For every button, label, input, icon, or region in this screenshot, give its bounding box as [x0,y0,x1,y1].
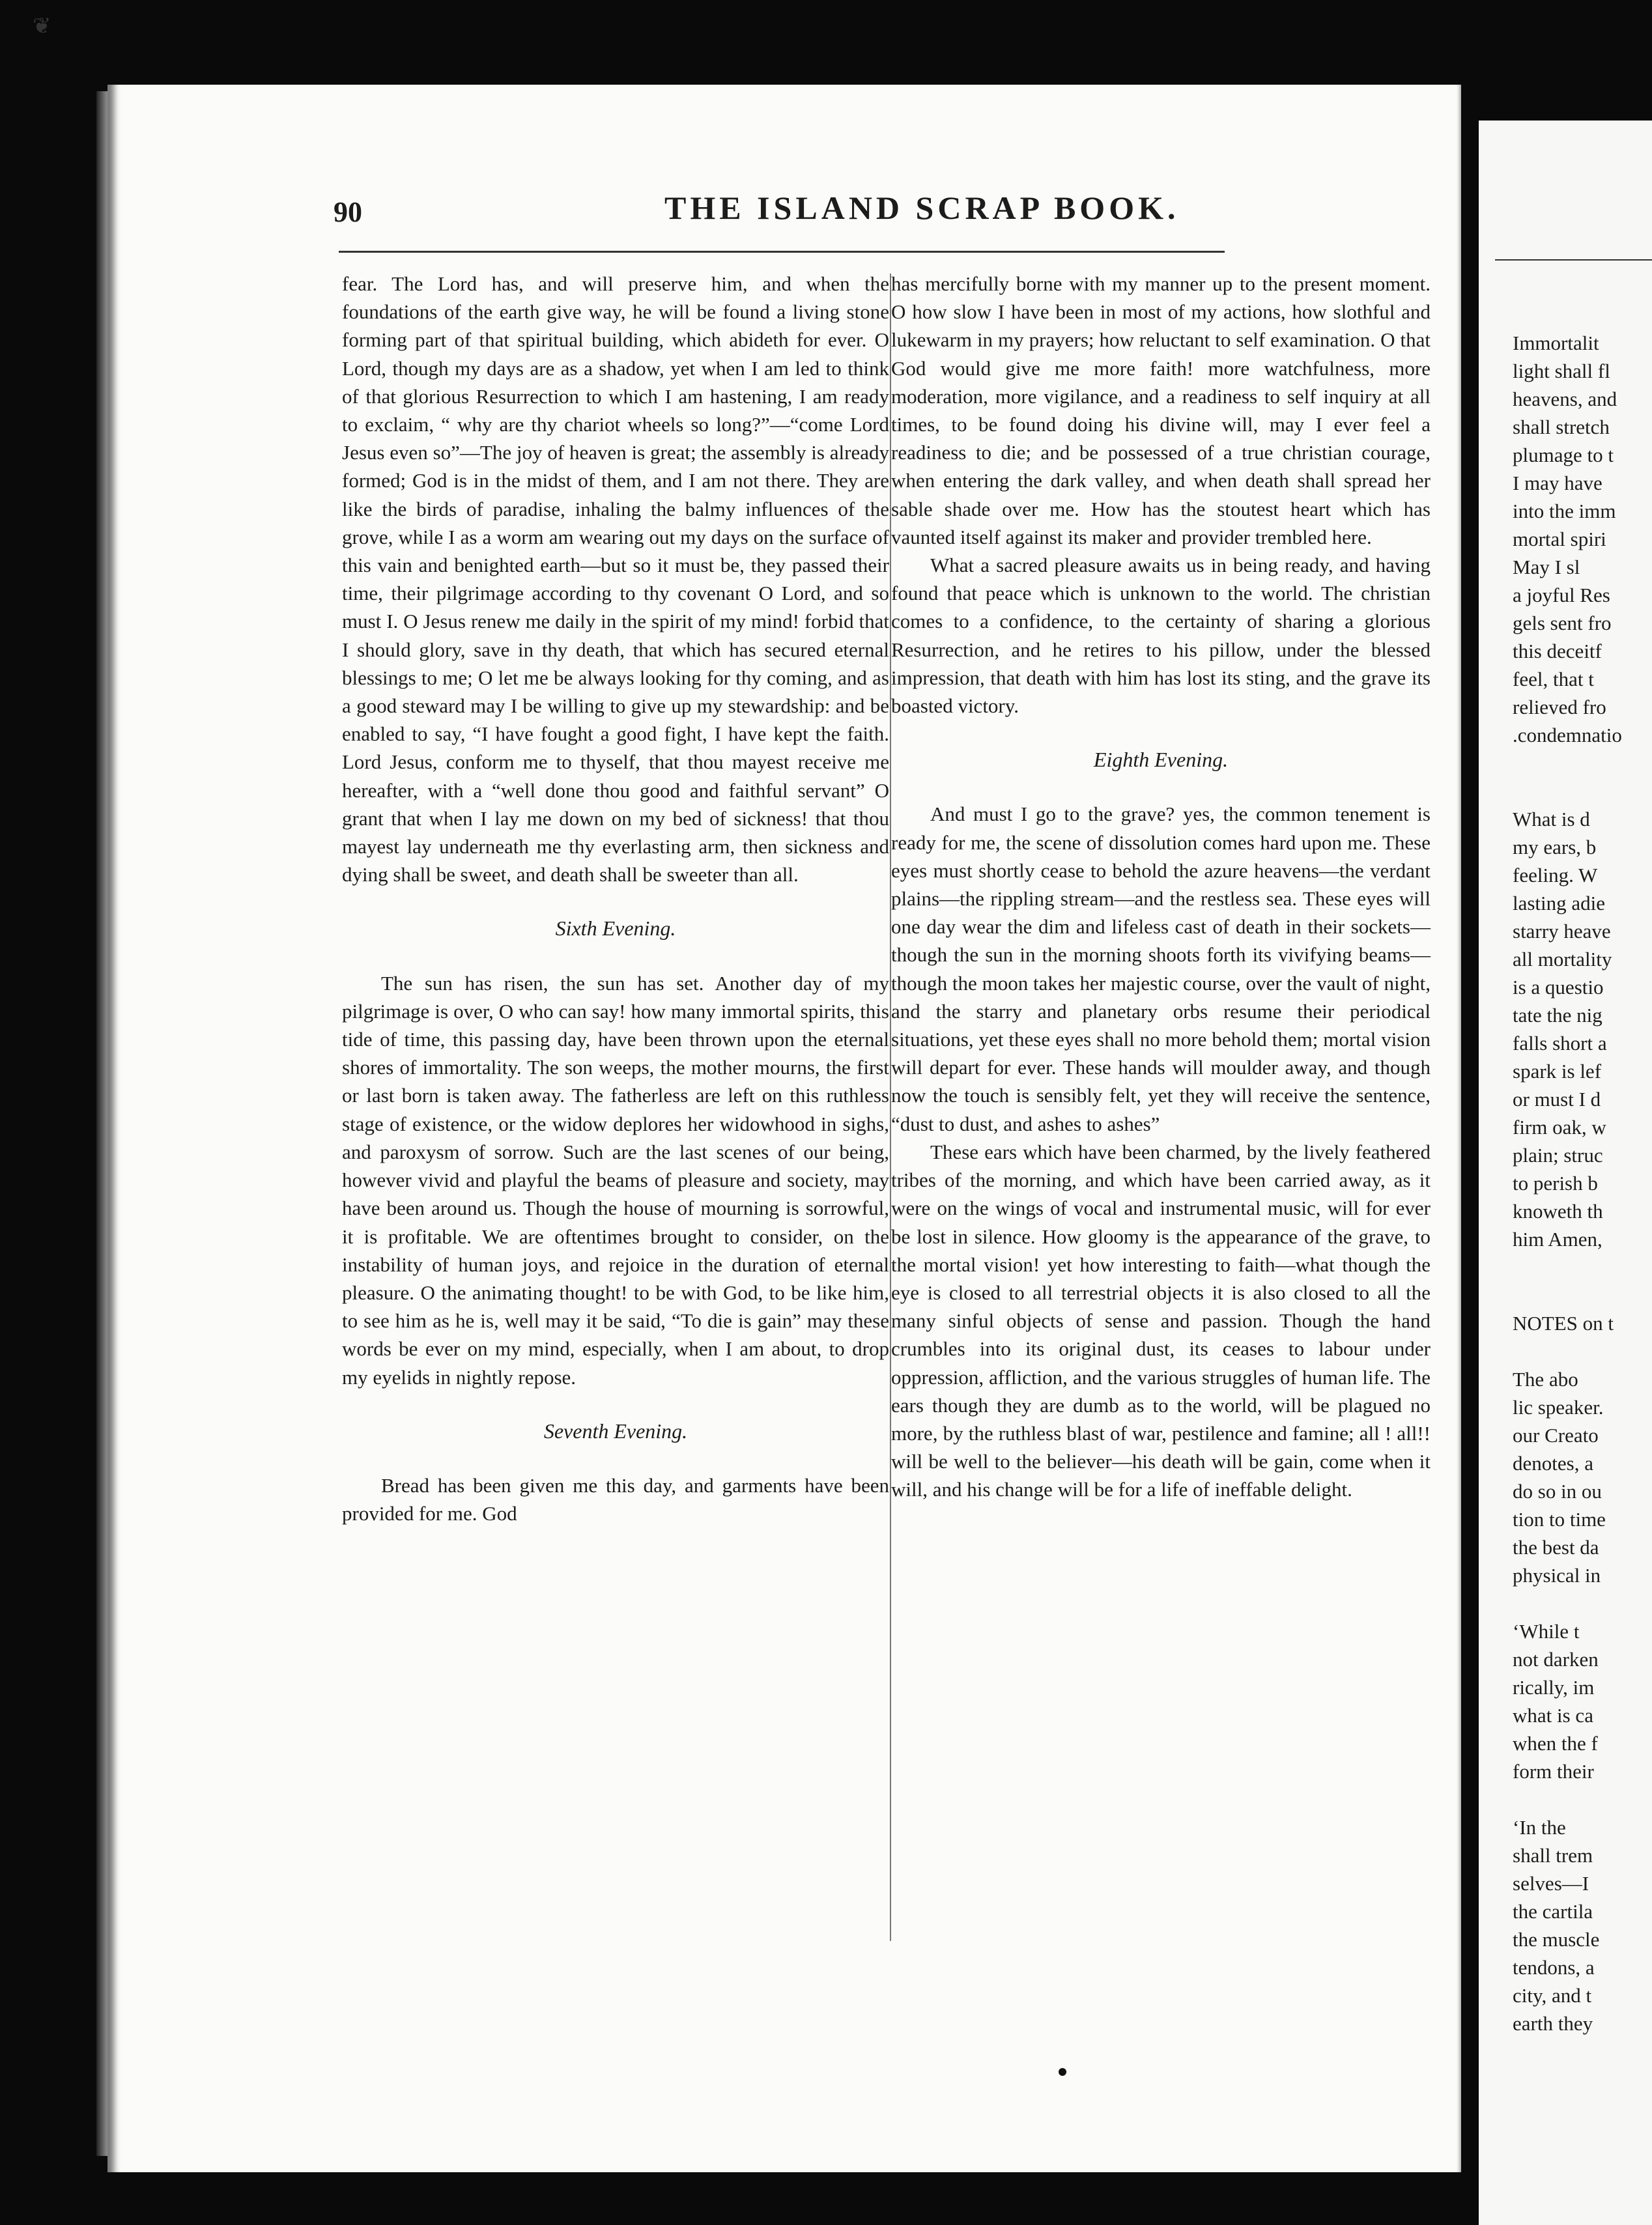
facing-page-line: heavens, and [1513,388,1617,410]
scan-border-left [0,0,107,2225]
facing-page-line: rically, im [1513,1676,1595,1699]
paragraph: These ears which have been charmed, by the lively feathered tribes of the morning, and which have been carried away, as it were on the wings of vocal and instrumental music, will for ever be lost in silence. How gloomy is the appearance of the grave, to the mortal vision! yet how interesting to faith—what though the eye is closed to all terrestrial objects it is also closed to all the many sinful objects of sense and passion. Though the hand crumbles into its original dust, its ceases to labour under oppression, affliction, and the various struggles of human life. The ears though they are dumb as to the world, will be plagued no more, by the ruthless blast of war, pestilence and famine; all ! all!! will be well to the believer—his death will be gain, come when it will, and his change will be for a life of ineffable delight. [891,1140,1431,1501]
facing-page-line: Immortalit [1513,332,1599,354]
facing-page-line: what is ca [1513,1704,1593,1727]
facing-page-line: relieved fro [1513,696,1606,718]
right-column [891,270,1431,1504]
facing-page-line: The abo [1513,1368,1578,1391]
facing-page-line: knoweth th [1513,1200,1603,1223]
facing-page-line: into the imm [1513,500,1616,522]
facing-page-line [1513,1589,1622,1617]
facing-page-line [1513,1281,1622,1309]
facing-page-line: gels sent fro [1513,612,1612,634]
facing-page-line: plain; struc [1513,1144,1603,1167]
facing-page-line: lasting adie [1513,892,1606,914]
facing-page-line: spark is lef [1513,1060,1602,1083]
facing-page-line: ‘In the [1513,1816,1566,1839]
facing-page-line: form their [1513,1760,1594,1783]
facing-page-line: shall trem [1513,1844,1593,1867]
facing-page-line: I may have [1513,472,1602,494]
running-title: THE ISLAND SCRAP BOOK. [664,190,1180,226]
paragraph: The sun has risen, the sun has set. Another day of my pilgrimage is over, O who can say! how many immortal spirits, this tide of time, this passing day, have been thrown upon the eternal shores of immortality. The son weeps, the mother mourns, the first or last born is taken away. The fatherless are left on this ruthless stage of existence, or the widow deplores her widowhood in sighs, and paroxysm of sorrow. Such are the last scenes of our being, however vivid and playful the beams of pleasure and society, may have been around us. Though the house of mourning is sorrowful, it is profitable. We are oftentimes brought to consider, on the instability of human joys, and rejoice in the duration of eternal pleasure. O the animating thought! to be with God, to be like him, to see him as he is, well may it be said, “To die is gain” may these words be ever on my mind, especially, when I am about, to drop my eyelids in nightly repose. [342,971,889,1389]
left-column [342,270,889,1527]
facing-page-line: lic speaker. [1513,1396,1604,1419]
facing-page-line: plumage to t [1513,444,1614,466]
facing-page-line [1513,777,1622,805]
facing-page-line: city, and t [1513,1984,1592,2007]
scan-mark: ❦ [33,14,51,38]
facing-page-line: the best da [1513,1536,1599,1559]
header-rule [339,251,1225,253]
paragraph: fear. The Lord has, and will preserve him, and when the foundations of the earth give way, he will be found a living stone forming part of that spiritual building, which abideth for ever. O Lord, though my days are as a shadow, yet when I am led to think of that glorious Resurrection to which I am hastening, I am ready to exclaim, “ why are thy chariot wheels so long?”—“come Lord Jesus even so”—The joy of heaven is great; the assembly is already formed; God is in the midst of them, and I am not there. They are like the birds of paradise, inhaling the balmy influences of the grove, while I as a worm am wearing out my days on the surface of this vain and benighted earth—but so it must be, they passed their time, their pilgrimage according to thy covenant O Lord, and so must I. O Jesus renew me daily in the spirit of my mind! forbid that I should glory, save in thy death, that which has secured eternal blessings to me; O let me be always looking for thy coming, and as a good steward may I be willing to give up my stewardship: and be enabled to say, “I have fought a good fight, I have kept the faith. Lord Jesus, conform me to thyself, that thou mayest receive me hereafter, with a “well done thou good and faithful servant” O grant that when I lay me down on my bed of sickness! that thou mayest lay underneath me thy everlasting arm, then sickness and dying shall be sweet, and death shall be sweeter than all. [342,272,889,886]
facing-page-line: do so in ou [1513,1480,1602,1503]
facing-page-line [1513,1253,1622,1281]
facing-page-line: a joyful Res [1513,584,1610,606]
scan-gutter [1461,85,1479,2225]
facing-page-line: denotes, a [1513,1452,1593,1475]
facing-page-line: mortal spiri [1513,528,1606,550]
scan-border-top [0,0,1652,85]
facing-page-line: ‘While t [1513,1620,1580,1643]
facing-page-line: when the f [1513,1732,1598,1755]
facing-page-line [1513,1785,1622,1813]
facing-page-line: NOTES on t [1513,1312,1614,1335]
facing-page-line: .condemnatio [1513,724,1622,746]
facing-page-line: shall stretch [1513,416,1610,438]
facing-page-line: tendons, a [1513,1956,1595,1979]
facing-page-line: not darken [1513,1648,1599,1671]
facing-page-line: feel, that t [1513,668,1594,690]
facing-page-line: to perish b [1513,1172,1598,1195]
facing-page-text [1513,329,1622,2037]
facing-page-line: selves—I [1513,1872,1589,1895]
section-heading-seventh-evening: Seventh Evening. [543,1419,688,1443]
facing-page-line [1513,749,1622,777]
facing-page-line: earth they [1513,2012,1593,2035]
section-heading-sixth-evening: Sixth Evening. [555,916,676,941]
scan-border-top-right [1479,85,1652,120]
paragraph: has mercifully borne with my manner up to the present moment. O how slow I have been in most of my actions, how slothful and lukewarm in my prayers; how reluctant to self examination. O that God would give me more faith! more watchfulness, more moderation, more vigilance, and a readiness to self inquiry at all times, to be found doing his divine will, may I ever feel a readiness to die; and be possessed of a true christian courage, when entering the dark valley, and when death shall spread her sable shade over me. How has the stoutest heart which has vaunted itself against its maker and provider trembled here. [891,272,1431,548]
facing-page-line: him Amen, [1513,1228,1602,1251]
facing-page-rule [1495,259,1652,261]
paragraph: Bread has been given me this day, and garments have been provided for me. God [342,1473,889,1525]
facing-page-line: all mortality [1513,948,1612,971]
facing-page-line: falls short a [1513,1032,1607,1055]
facing-page-line: May I sl [1513,556,1580,578]
scan-speck [1059,2068,1066,2076]
facing-page-line: my ears, b [1513,836,1597,858]
facing-page-line: What is d [1513,808,1590,830]
paragraph: What a sacred pleasure awaits us in being ready, and having found that peace which is unknown to the world. The christian comes to a confidence, to the certainty of sharing a glorious Resurrection, and he retires to his pillow, under the blessed impression, that death with him has lost its sting, and the grave its boasted victory. [891,554,1431,718]
facing-page-line: starry heave [1513,920,1611,942]
facing-page-line: the muscle [1513,1928,1600,1951]
scan-border-bottom [0,2172,1479,2225]
page-number: 90 [334,196,362,228]
section-heading-eighth-evening: Eighth Evening. [1093,748,1229,772]
facing-page-line: the cartila [1513,1900,1593,1923]
facing-page-line: our Creato [1513,1424,1599,1447]
facing-page-line: light shall fl [1513,360,1610,382]
facing-page-line: firm oak, w [1513,1116,1606,1139]
facing-page-line: this deceitf [1513,640,1602,662]
facing-page-line: or must I d [1513,1088,1601,1111]
facing-page-line: is a questio [1513,976,1604,999]
paragraph: And must I go to the grave? yes, the common tenement is ready for me, the scene of dissolution comes hard upon me. These eyes must shortly cease to behold the azure heavens—the verdant plains—the rippling stream—and the restless sea. These eyes will one day wear the dim and lifeless cast of death in their sockets—though the sun in the morning shoots forth its vivifying beams—though the moon takes her majestic course, over the vault of night, and the starry and planetary orbs resume their periodical situations, yet these eyes shall no more behold them; mortal vision will depart for ever. These hands will moulder away, and though now the touch is sensibly felt, yet they will receive the sentence, “dust to dust, and ashes to ashes” [891,802,1431,1135]
facing-page-line: feeling. W [1513,864,1598,886]
facing-page-line: physical in [1513,1564,1601,1587]
facing-page-line [1513,1337,1622,1365]
facing-page-line: tion to time [1513,1508,1606,1531]
facing-page-line: tate the nig [1513,1004,1602,1027]
